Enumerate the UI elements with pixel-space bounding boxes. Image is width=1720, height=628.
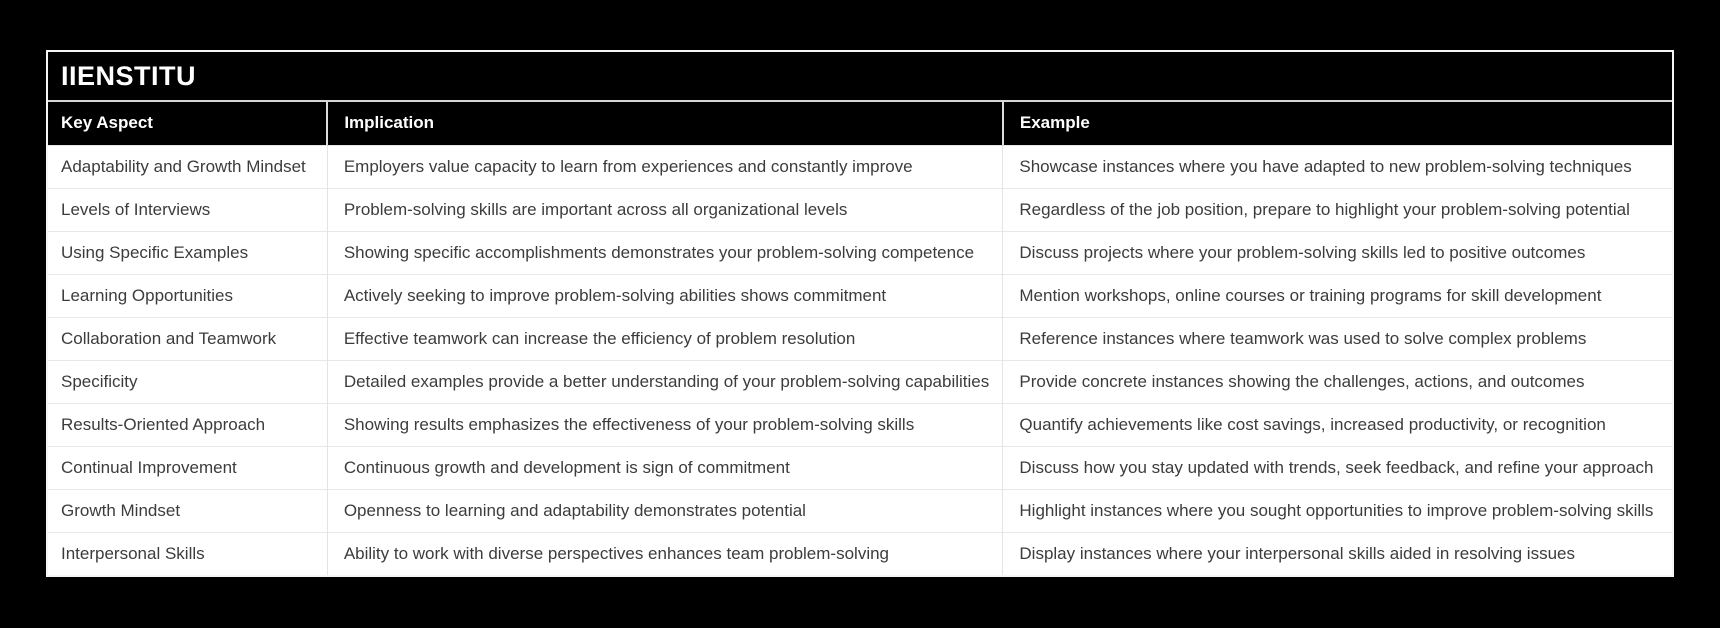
cell-key-aspect: Collaboration and Teamwork [48,317,327,360]
table-row [48,532,1672,575]
cell-implication: Employers value capacity to learn from experiences and constantly improve [327,145,1003,188]
cell-key-aspect: Growth Mindset [48,489,327,532]
table-row [48,317,1672,360]
table-row [48,274,1672,317]
table-row [48,188,1672,231]
key-aspects-card [46,50,1674,577]
cell-example: Mention workshops, online courses or training programs for skill development [1003,274,1672,317]
cell-example: Reference instances where teamwork was used to solve complex problems [1003,317,1672,360]
cell-example: Showcase instances where you have adapted to new problem-solving techniques [1003,145,1672,188]
table-row [48,145,1672,188]
table-row [48,446,1672,489]
column-header-implication: Implication [327,102,1003,145]
cell-implication: Detailed examples provide a better understanding of your problem-solving capabilities [327,360,1003,403]
column-header-key-aspect: Key Aspect [48,102,327,145]
table-header-row [48,102,1672,145]
cell-example: Discuss how you stay updated with trends, seek feedback, and refine your approach [1003,446,1672,489]
cell-example: Highlight instances where you sought opportunities to improve problem-solving skills [1003,489,1672,532]
cell-key-aspect: Specificity [48,360,327,403]
cell-implication: Showing specific accomplishments demonstrates your problem-solving competence [327,231,1003,274]
table-row [48,489,1672,532]
cell-key-aspect: Adaptability and Growth Mindset [48,145,327,188]
cell-example: Regardless of the job position, prepare to highlight your problem-solving potential [1003,188,1672,231]
table-body [48,145,1672,575]
cell-example: Provide concrete instances showing the challenges, actions, and outcomes [1003,360,1672,403]
table-row [48,403,1672,446]
key-aspects-table [48,102,1672,575]
cell-example: Quantify achievements like cost savings, increased productivity, or recognition [1003,403,1672,446]
cell-key-aspect: Interpersonal Skills [48,532,327,575]
cell-implication: Problem-solving skills are important across all organizational levels [327,188,1003,231]
cell-implication: Ability to work with diverse perspectives enhances team problem-solving [327,532,1003,575]
cell-key-aspect: Learning Opportunities [48,274,327,317]
cell-key-aspect: Levels of Interviews [48,188,327,231]
cell-implication: Effective teamwork can increase the efficiency of problem resolution [327,317,1003,360]
page-title: IIENSTITU [48,52,1672,102]
cell-key-aspect: Results-Oriented Approach [48,403,327,446]
cell-implication: Actively seeking to improve problem-solving abilities shows commitment [327,274,1003,317]
table-row [48,231,1672,274]
cell-example: Display instances where your interpersonal skills aided in resolving issues [1003,532,1672,575]
column-header-example: Example [1003,102,1672,145]
cell-key-aspect: Using Specific Examples [48,231,327,274]
cell-example: Discuss projects where your problem-solving skills led to positive outcomes [1003,231,1672,274]
cell-implication: Openness to learning and adaptability demonstrates potential [327,489,1003,532]
cell-key-aspect: Continual Improvement [48,446,327,489]
cell-implication: Continuous growth and development is sign of commitment [327,446,1003,489]
cell-implication: Showing results emphasizes the effectiveness of your problem-solving skills [327,403,1003,446]
table-row [48,360,1672,403]
